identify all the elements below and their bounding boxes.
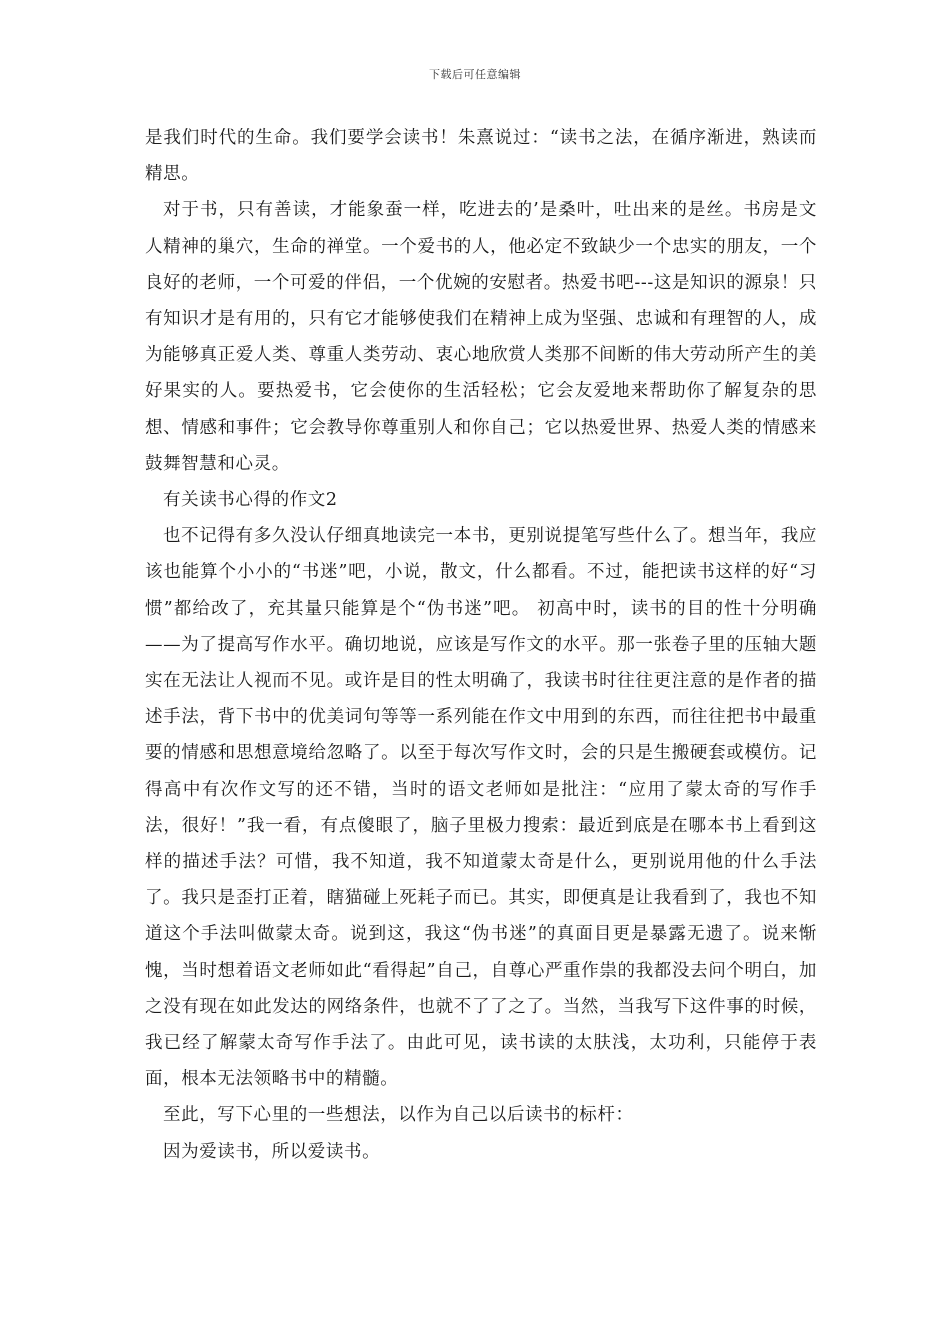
document-body xyxy=(145,120,817,1170)
paragraph-final-line: 因为爱读书，所以爱读书。 xyxy=(163,1141,381,1162)
paragraph-about-books: 对于书，只有善读，才能象蚕一样，吃进去的’是桑叶，吐出来的是丝。书房是文人精神的巢穴，生命的禅堂。一个爱书的人，他必定不致缺少一个忠实的朋友，一个良好的老师，一个可爱的伴侣，一个优婉的安慰者。热爱书吧---这是知识的源泉！只有知识才是有用的，只有它才能够使我们在精神上成为坚强、忠诚和有理智的人，成为能够真正爱人类、尊重人类劳动、衷心地欣赏人类那不间断的伟大劳动所产生的美好果实的人。要热爱书，它会使你的生活轻松；它会友爱地来帮助你了解复杂的思想、情感和事件；它会教导你尊重别人和你自己；它以热爱世界、热爱人类的情感来鼓舞智慧和心灵。 xyxy=(145,200,817,474)
paragraph-continued: 是我们时代的生命。我们要学会读书！朱熹说过：“读书之法，在循序渐进，熟读而精思。 xyxy=(145,128,817,185)
section-heading: 有关读书心得的作文2 xyxy=(163,490,338,511)
paragraph-conclusion-intro: 至此，写下心里的一些想法，以作为自己以后读书的标杆： xyxy=(163,1105,634,1126)
page-header-note: 下载后可任意编辑 xyxy=(429,68,521,81)
paragraph-reading-memory: 也不记得有多久没认仔细真地读完一本书，更别说提笔写些什么了。想当年，我应该也能算个小小的“书迷”吧，小说，散文，什么都看。不过，能把读书这样的好“习惯”都给改了，充其量只能算是个“伪书迷”吧。 初高中时，读书的目的性十分明确——为了提高写作水平。确切地说，应该是写作文的水平。那一张卷子里的压轴大题实在无法让人视而不见。或许是目的性太明确了，我读书时往往更注意的是作者的描述手法，背下书中的优美词句等等一系列能在作文中用到的东西，而往往把书中最重要的情感和思想意境给忽略了。以至于每次写作文时，会的只是生搬硬套或模仿。记得高中有次作文写的还不错，当时的语文老师如是批注：“应用了蒙太奇的写作手法，很好！”我一看，有点傻眼了，脑子里极力搜索：最近到底是在哪本书上看到这样的描述手法？可惜，我不知道，我不知道蒙太奇是什么，更别说用他的什么手法了。我只是歪打正着，瞎猫碰上死耗子而已。其实，即便真是让我看到了，我也不知道这个手法叫做蒙太奇。说到这，我这“伪书迷”的真面目更是暴露无遗了。说来惭愧，当时想着语文老师如此“看得起”自己，自尊心严重作祟的我都没去问个明白，加之没有现在如此发达的网络条件，也就不了了之了。当然，当我写下这件事的时候，我已经了解蒙太奇写作手法了。由此可见，读书读的太肤浅，太功利，只能停于表面，根本无法领略书中的精髓。 xyxy=(145,526,817,1090)
